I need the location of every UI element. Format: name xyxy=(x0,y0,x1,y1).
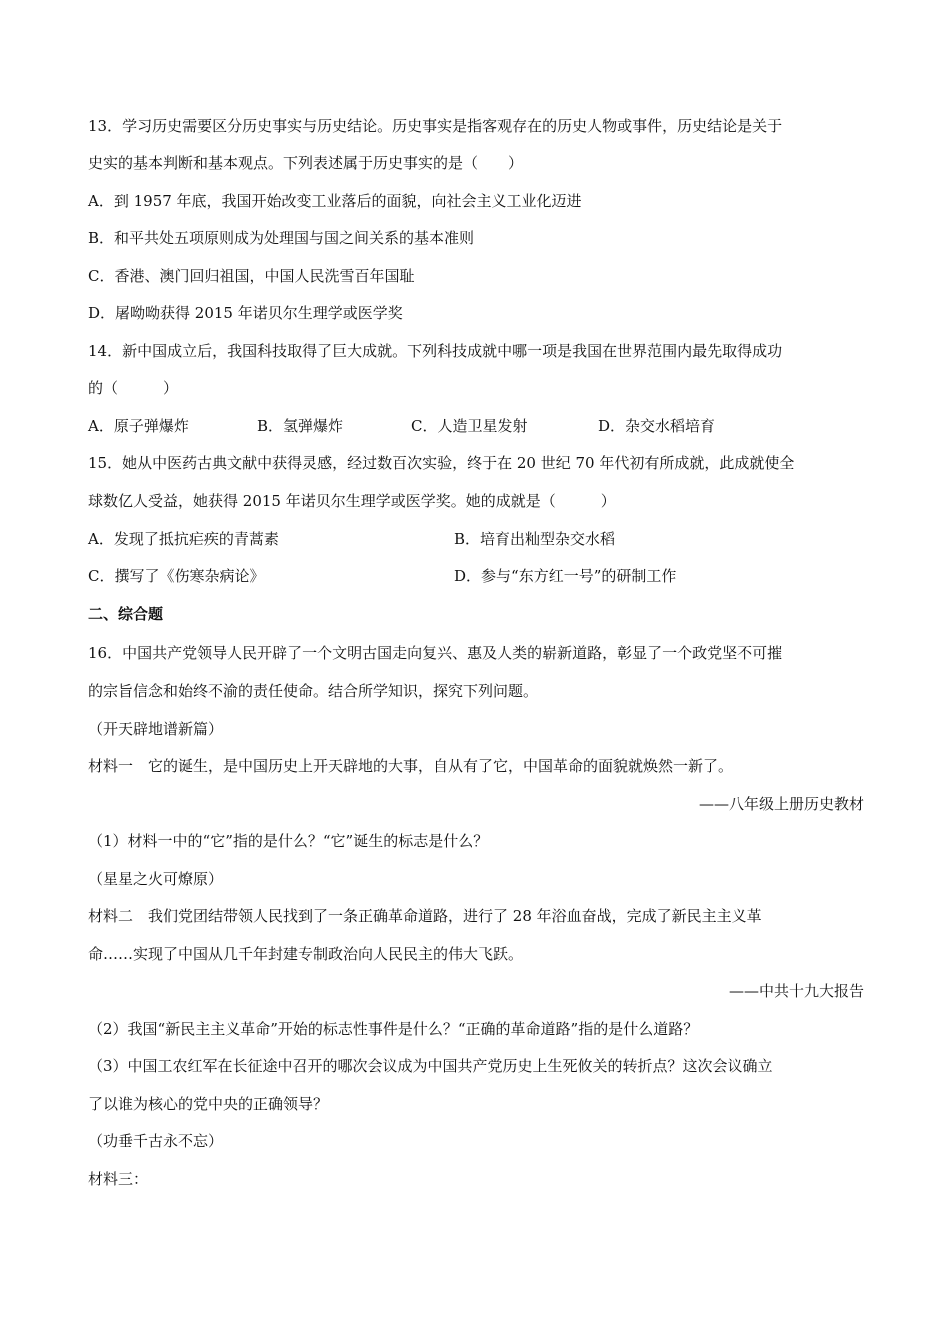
section-heading: 二、综合题 xyxy=(88,605,164,623)
q16-part1-title: （开天辟地谱新篇） xyxy=(88,720,224,738)
q16-stem-line1: 16．中国共产党领导人民开辟了一个文明古国走向复兴、惠及人类的崭新道路，彰显了一个政党坚不可摧 xyxy=(88,644,783,662)
q16-material2-line2: 命……实现了中国从几千年封建专制政治向人民民主的伟大飞跃。 xyxy=(88,945,524,963)
q13-stem-line1: 13．学习历史需要区分历史事实与历史结论。历史事实是指客观存在的历史人物或事件，历史结论是关于 xyxy=(88,117,783,135)
q16-question3-line1: （3）中国工农红军在长征途中召开的哪次会议成为中国共产党历史上生死攸关的转折点？这次会议确立 xyxy=(88,1057,773,1075)
q16-part3-title: （功垂千古永不忘） xyxy=(88,1132,224,1150)
q13-option-b: B．和平共处五项原则成为处理国与国之间关系的基本准则 xyxy=(88,229,475,247)
q16-material1: 材料一 它的诞生，是中国历史上开天辟地的大事，自从有了它，中国革命的面貌就焕然一新了。 xyxy=(88,757,734,775)
q14-option-a: A．原子弹爆炸 xyxy=(88,417,189,435)
q16-question1: （1）材料一中的“它”指的是什么？“它”诞生的标志是什么？ xyxy=(88,832,489,850)
q15-stem-line1: 15．她从中医药古典文献中获得灵感，经过数百次实验，终于在 20 世纪 70 年代初有所成就，此成就使全 xyxy=(88,454,795,472)
q14-stem-line1: 14．新中国成立后，我国科技取得了巨大成就。下列科技成就中哪一项是我国在世界范围内最先取得成功 xyxy=(88,342,783,360)
q16-part2-title: （星星之火可燎原） xyxy=(88,870,224,888)
q16-material2-line1: 材料二 我们党团结带领人民找到了一条正确革命道路，进行了 28 年浴血奋战，完成了新民主主义革 xyxy=(88,907,762,925)
q15-option-d: D．参与“东方红一号”的研制工作 xyxy=(454,567,677,585)
q15-option-c: C．撰写了《伤寒杂病论》 xyxy=(88,567,265,585)
q13-stem-line2: 史实的基本判断和基本观点。下列表述属于历史事实的是（ ） xyxy=(88,154,524,172)
q16-material2-source: ——中共十九大报告 xyxy=(728,982,864,1000)
q13-option-c: C．香港、澳门回归祖国，中国人民洗雪百年国耻 xyxy=(88,267,415,285)
q14-option-c: C．人造卫星发射 xyxy=(411,417,528,435)
q14-option-d: D．杂交水稻培育 xyxy=(598,417,716,435)
q16-material1-source: ——八年级上册历史教材 xyxy=(698,795,864,813)
q13-option-a: A．到 1957 年底，我国开始改变工业落后的面貌，向社会主义工业化迈进 xyxy=(88,192,582,210)
q14-stem-line2: 的（ ） xyxy=(88,379,179,397)
q16-stem-line2: 的宗旨信念和始终不渝的责任使命。结合所学知识，探究下列问题。 xyxy=(88,682,539,700)
q16-material3: 材料三： xyxy=(88,1170,149,1188)
q14-option-b: B．氢弹爆炸 xyxy=(257,417,344,435)
q16-question3-line2: 了以谁为核心的党中央的正确领导？ xyxy=(88,1095,329,1113)
q16-question2: （2）我国“新民主主义革命”开始的标志性事件是什么？“正确的革命道路”指的是什么道路？ xyxy=(88,1020,699,1038)
q13-option-d: D．屠呦呦获得 2015 年诺贝尔生理学或医学奖 xyxy=(88,304,403,322)
q15-option-a: A．发现了抵抗疟疾的青蒿素 xyxy=(88,530,279,548)
q15-option-b: B．培育出籼型杂交水稻 xyxy=(454,530,616,548)
q15-stem-line2: 球数亿人受益，她获得 2015 年诺贝尔生理学或医学奖。她的成就是（ ） xyxy=(88,492,616,510)
